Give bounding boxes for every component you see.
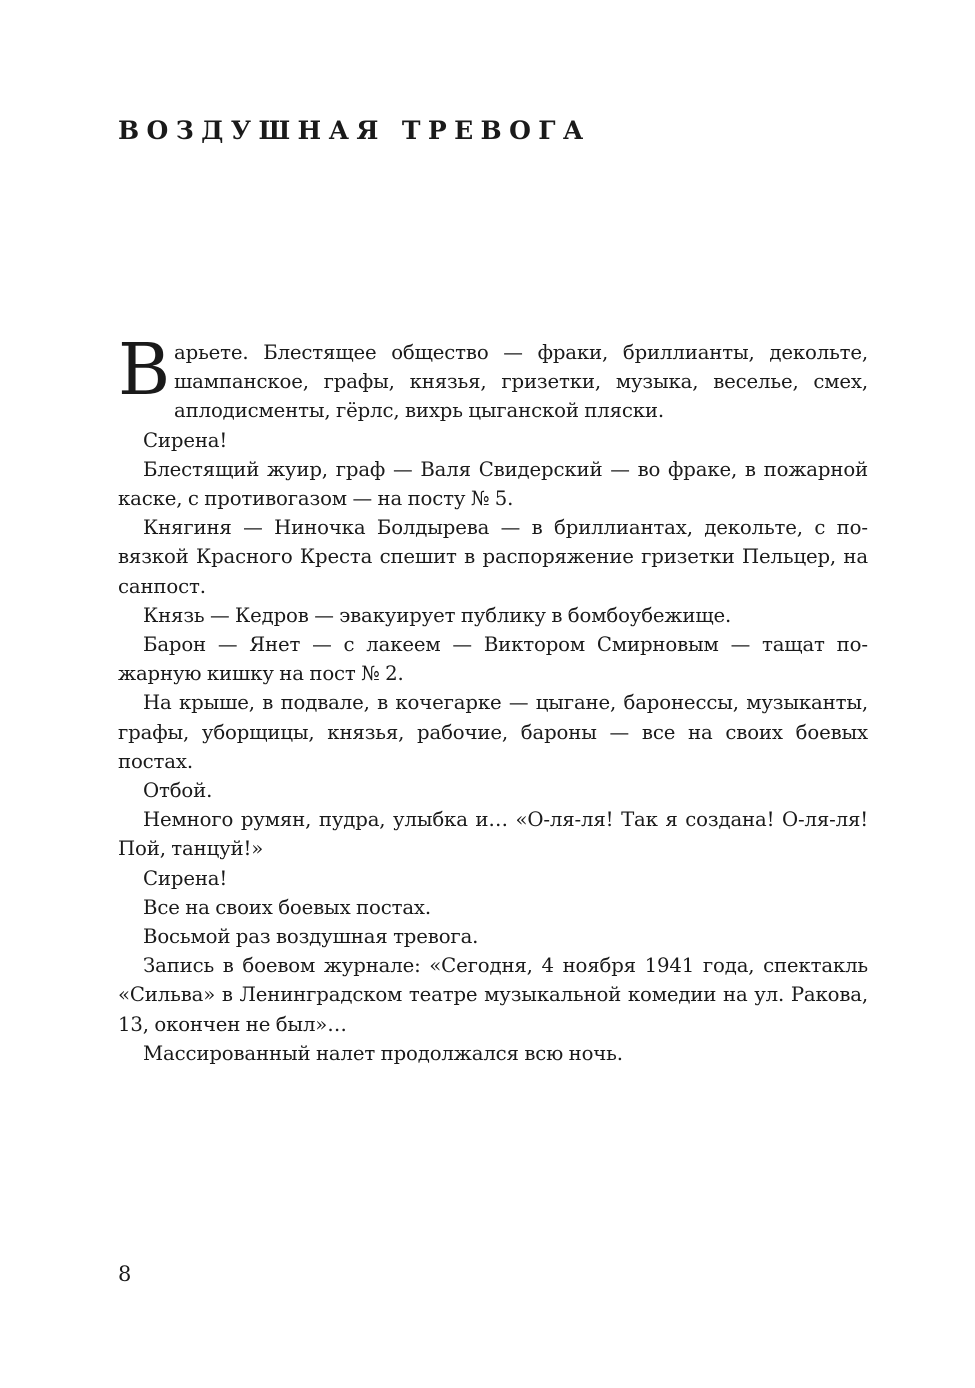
paragraph: Немного румян, пудра, улыбка и… «О-ля-ля! Так я создана! О-ля-ля! Пой, танцуй!»	[118, 808, 868, 861]
paragraph: Восьмой раз воздушная тревога.	[143, 925, 479, 949]
paragraph: Массированный налет продолжался всю ночь.	[143, 1041, 623, 1065]
paragraph: Запись в боевом журнале: «Сегодня, 4 ноября 1941 года, спектакль «Сильва» в Ленинградском театре музыкальной комедии на ул. Ракова, 13, окончен не был»…	[118, 954, 868, 1036]
paragraph: На крыше, в подвале, в кочегарке — цыгане, баронессы, музыканты, графы, уборщицы, князья, рабочие, бароны — все на своих боевых постах.	[118, 691, 868, 773]
paragraph: Блестящий жуир, граф — Валя Свидерский — во фраке, в пожарной каске, с противогазом — на посту № 5.	[118, 457, 868, 511]
paragraph: Отбой.	[143, 779, 213, 803]
paragraph: Барон — Янет — с лакеем — Виктором Смирновым — тащат пожарную кишку на пост № 2.	[118, 633, 868, 686]
page-number: 8	[118, 1262, 132, 1286]
body-text	[118, 328, 868, 1068]
paragraph-1-text: арьете. Блестящее общество — фраки, бриллианты, декольте, шампанское, графы, князья, гризетки, музыка, веселье, смех, аплодисменты, гёрлс, вихрь цыганской пляски.	[174, 341, 868, 423]
paragraph: Княгиня — Ниночка Болдырева — в бриллиантах, декольте, с повязкой Красного Креста спешит в распоряжение гризетки Пельцер, на санпост.	[118, 516, 868, 598]
paragraph: Все на своих боевых постах.	[143, 895, 431, 919]
chapter-title: ВОЗДУШНАЯ ТРЕВОГА	[118, 116, 591, 145]
drop-cap: В	[118, 328, 171, 411]
paragraph: Князь — Кедров — эвакуирует публику в бомбоубежище.	[143, 603, 732, 627]
paragraph-1	[118, 328, 868, 426]
paragraph: Сирена!	[143, 428, 228, 452]
paragraph: Сирена!	[143, 866, 228, 890]
